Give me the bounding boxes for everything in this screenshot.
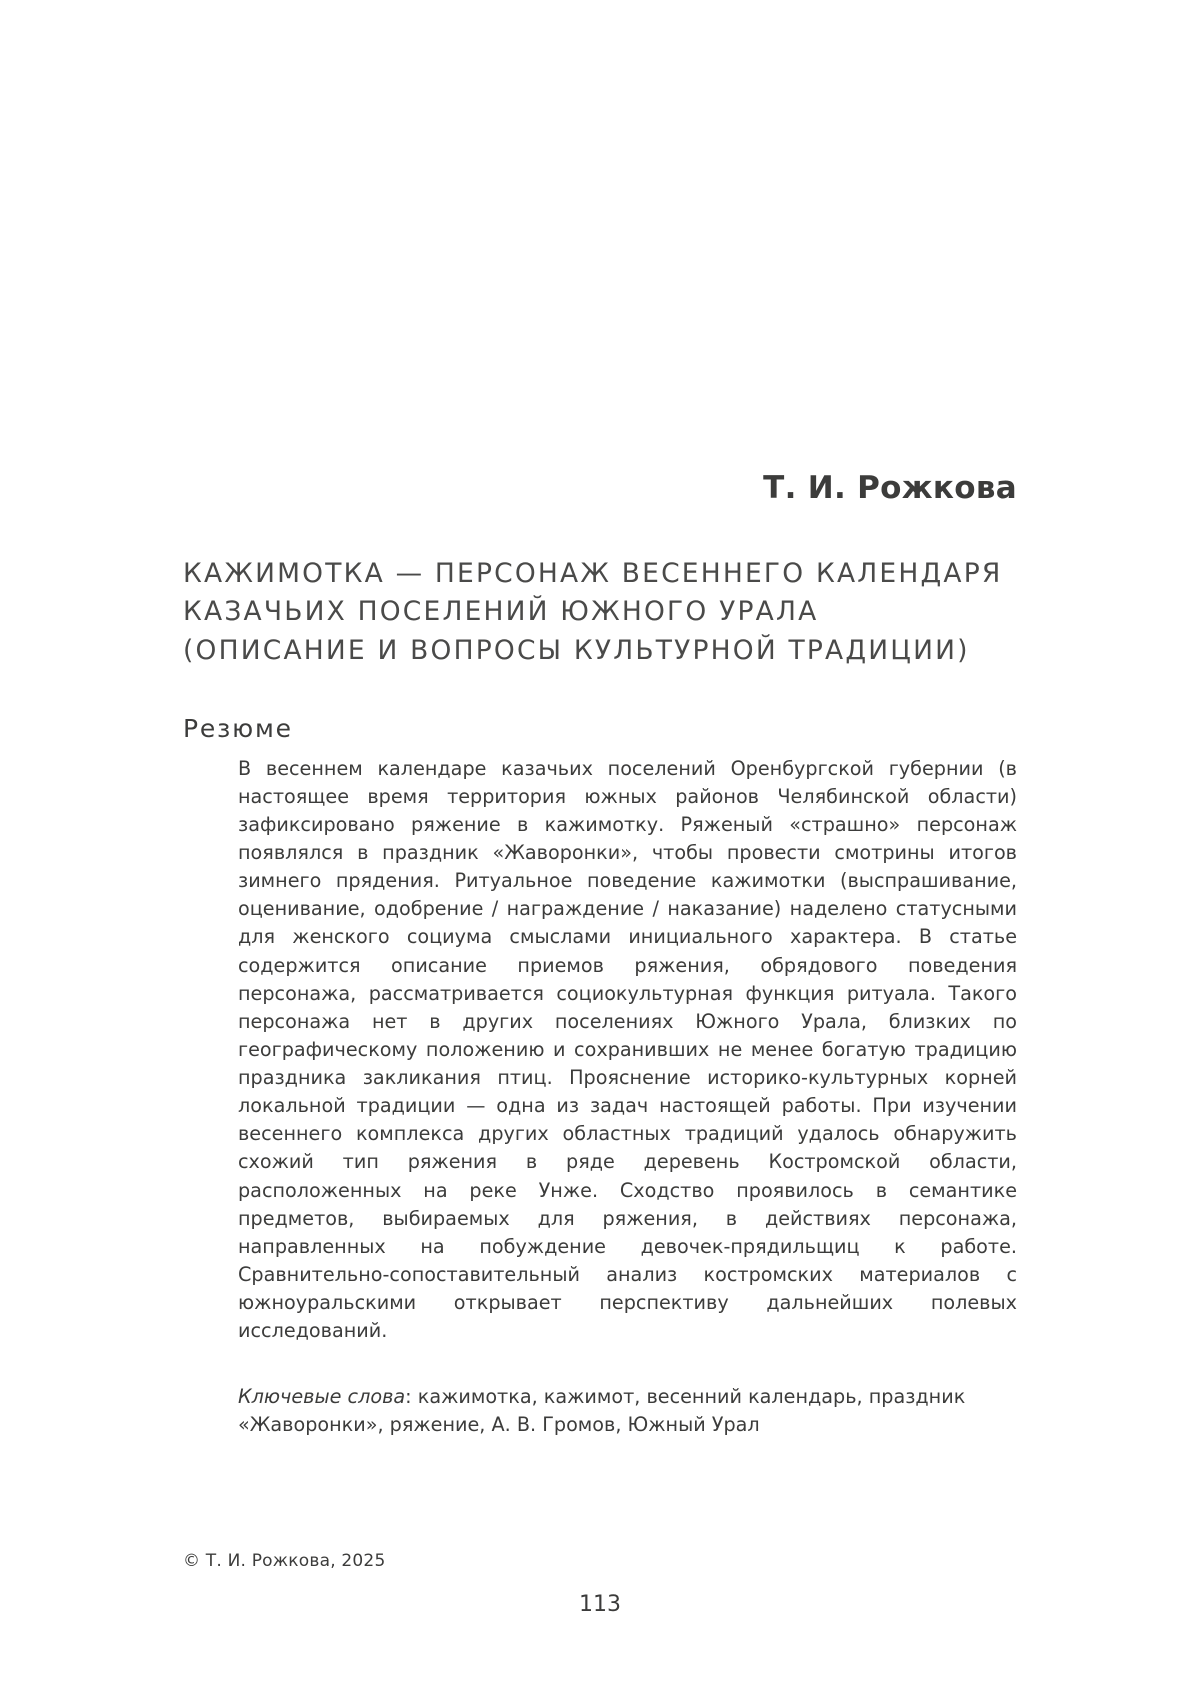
keywords-label: Ключевые слова: [238, 1385, 406, 1409]
title-line-3: (ОПИСАНИЕ И ВОПРОСЫ КУЛЬТУРНОЙ ТРАДИЦИИ): [183, 634, 970, 666]
abstract-heading: Резюме: [183, 713, 293, 743]
copyright-notice: © Т. И. Рожкова, 2025: [183, 1551, 386, 1571]
article-header-block: [183, 470, 1017, 1440]
abstract-text: В весеннем календаре казачьих поселений Оренбургской губернии (в настоящее время территория южных районов Челябинской области) зафиксировано ряжение в кажимотку. Ряженый «страшно» персонаж появлялся в праздник «Жаворонки», чтобы провести смотрины итогов зимнего прядения. Ритуальное поведение кажимотки (выспрашивание, оценивание, одобрение / награждение / наказание) наделено статусными для женского социума смыслами инициального характера. В статье содержится описание приемов ряжения, обрядового поведения персонажа, рассматривается социокультурная функция ритуала. Такого персонажа нет в других поселениях Южного Урала, близких по географическому положению и сохранивших не менее богатую традицию праздника закликания птиц. Прояснение историко-культурных корней локальной традиции — одна из задач настоящей работы. При изучении весеннего комплекса других областных традиций удалось обнаружить схожий тип ряжения в ряде деревень Костромской области, расположенных на реке Унже. Сходство проявилось в семантике предметов, выбираемых для ряжения, в действиях персонажа, направленных на побуждение девочек-прядильщиц к работе. Сравнительно-сопоставительный анализ костромских материалов с южноуральскими открывает перспективу дальнейших полевых исследований.: [238, 756, 1017, 1343]
title-line-1: КАЖИМОТКА — ПЕРСОНАЖ ВЕСЕННЕГО КАЛЕНДАРЯ: [183, 558, 1003, 590]
keywords-list: : кажимотка, кажимот, весенний календарь, праздник «Жаворонки», ряжение, А. В. Громов, Южный Урал: [238, 1385, 966, 1437]
page-title: [183, 555, 1017, 669]
page-number: 113: [579, 1592, 621, 1617]
title-line-2: КАЗАЧЬИХ ПОСЕЛЕНИЙ ЮЖНОГО УРАЛА: [183, 596, 819, 628]
author-name: Т. И. Рожкова: [763, 470, 1017, 506]
keywords-block: [238, 1383, 1017, 1439]
